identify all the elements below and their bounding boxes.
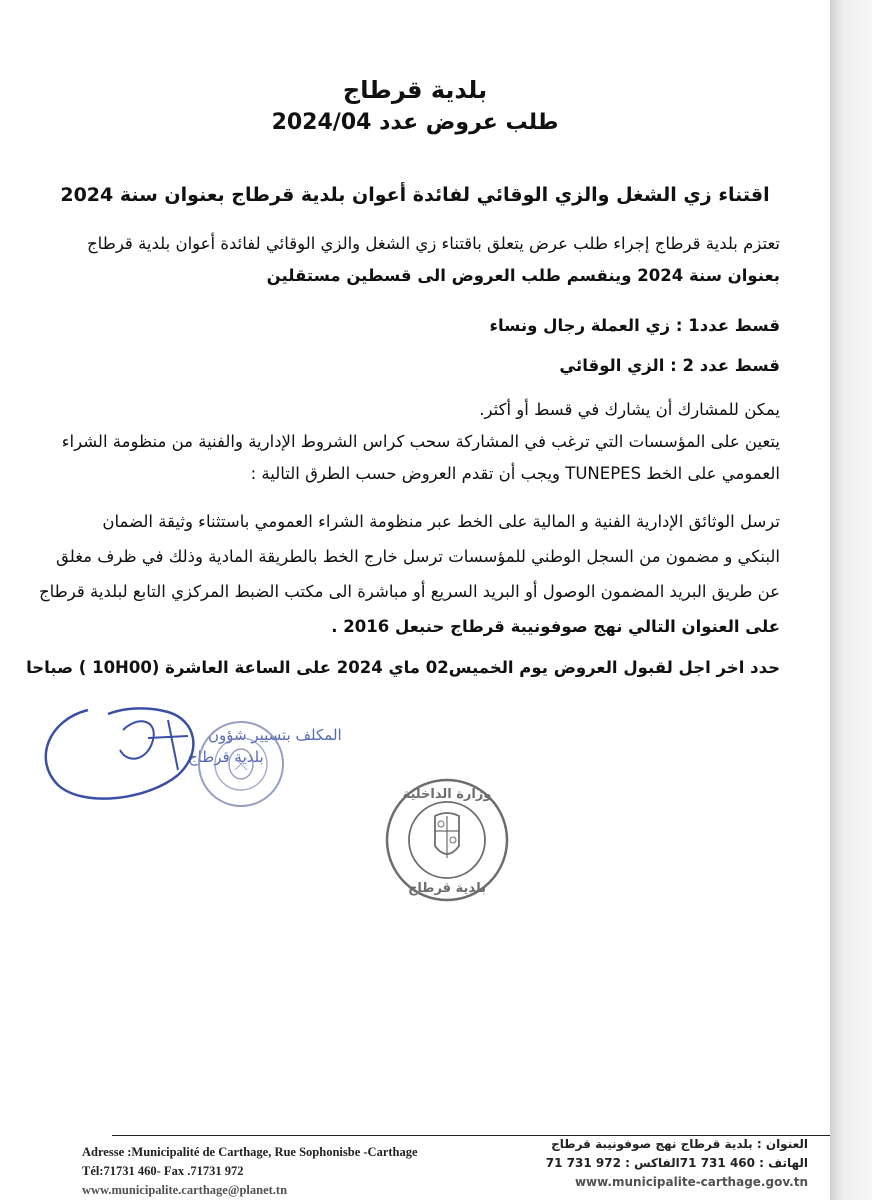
lot-2: قسط عدد 2 : الزي الوقائي xyxy=(559,356,780,375)
footer-ar-address: العنوان : بلدية قرطاج نهج صوفونيبة قرطاج xyxy=(551,1137,808,1151)
ministry-stamp-faded xyxy=(195,718,287,810)
footer-ar-phone: الهاتف : 460 731 71الفاكس : 972 731 71 xyxy=(545,1156,808,1170)
submission-line-2: البنكي و مضمون من السجل الوطني للمؤسسات ترسل خارج الخط بالطريقة المادية وذلك في ظرف مغلق xyxy=(55,547,780,566)
deadline-line: حدد اخر اجل لقبول العروض يوم الخميس02 ماي 2024 على الساعة العاشرة (10H00 ) صباحا xyxy=(26,658,780,677)
participation-line-2: يتعين على المؤسسات التي ترغب في المشاركة سحب كراس الشروط الإدارية والفنية من منظومة الشراء xyxy=(61,432,780,451)
intro-line-1: تعتزم بلدية قرطاج إجراء طلب عرض يتعلق باقتناء زي الشغل والزي الوقائي لفائدة أعوان بلدية قرطاج xyxy=(87,234,780,253)
submission-line-1: ترسل الوثائق الإدارية الفنية و المالية على الخط عبر منظومة الشراء العمومي باستثناء وثيقة الضمان xyxy=(102,512,780,531)
municipality-round-stamp xyxy=(383,776,511,904)
stamp-ministry-text: وزارة الداخلية xyxy=(402,787,492,802)
scan-edge xyxy=(830,0,872,1200)
footer-french xyxy=(82,1143,418,1200)
footer-ar-web: www.municipalite-carthage.gov.tn xyxy=(574,1175,808,1189)
footer-arabic xyxy=(546,1135,808,1192)
submission-line-3: عن طريق البريد المضمون الوصول أو البريد السريع أو مباشرة الى مكتب الضبط المركزي التابع لبلدية قرطاج xyxy=(39,582,780,601)
municipality-title: بلدية قرطاج xyxy=(342,76,488,104)
intro-line-2: بعنوان سنة 2024 وينقسم طلب العروض الى قسطين مستقلين xyxy=(266,266,780,285)
participation-line-1: يمكن للمشارك أن يشارك في قسط أو أكثر. xyxy=(479,400,780,419)
submission-line-4: على العنوان التالي نهج صوفونيبة قرطاج حنبعل 2016 . xyxy=(331,617,780,636)
lot-1: قسط عدد1 : زي العملة رجال ونساء xyxy=(489,316,780,335)
participation-paragraph xyxy=(40,394,780,490)
footer-fr-phone: Tél:71731 460- Fax .71731 972 xyxy=(82,1164,244,1178)
stamp-municipality-text: بلدية قرطاج xyxy=(407,881,487,896)
tender-reference: طلب عروض عدد 2024/04 xyxy=(271,110,559,135)
participation-line-3: العمومي على الخط TUNEPES ويجب أن تقدم العروض حسب الطرق التالية : xyxy=(250,464,780,483)
tender-subject: اقتناء زي الشغل والزي الوقائي لفائدة أعوان بلدية قرطاج بعنوان سنة 2024 xyxy=(60,184,770,206)
footer-fr-email: www.municipalite.carthage@planet.tn xyxy=(82,1183,288,1197)
footer-fr-address: Adresse :Municipalité de Carthage, Rue Sophonisbe -Carthage xyxy=(82,1145,418,1159)
signature-title: المكلف بتسيير شؤون xyxy=(208,726,342,744)
intro-paragraph xyxy=(40,228,780,292)
submission-paragraph xyxy=(40,504,780,644)
svg-text:بلدية قرطاج: بلدية قرطاج xyxy=(188,748,264,766)
